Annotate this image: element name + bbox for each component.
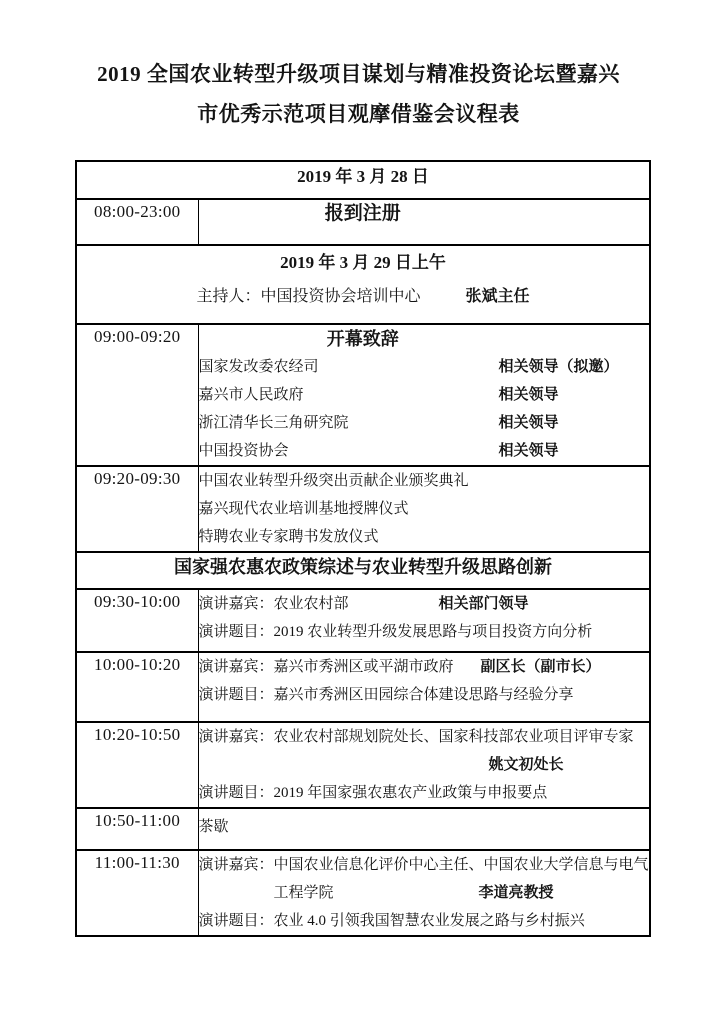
- talk-topic: 演讲题目：2019 年国家强农惠农产业政策与申报要点: [198, 785, 548, 801]
- event-title: 报到注册: [324, 203, 401, 224]
- talk-topic: 演讲题目：嘉兴市秀洲区田园综合体建设思路与经验分享: [198, 687, 574, 703]
- time-cell: 10:20-10:50: [76, 722, 198, 808]
- table-row-date-header-mar28: [76, 161, 650, 199]
- host-label: 主持人：中国投资协会培训中心: [196, 288, 421, 305]
- speaker-name: 姚文初处长: [488, 757, 564, 773]
- session-header-cell: [76, 245, 650, 324]
- time-cell: 09:30-10:00: [76, 589, 198, 652]
- time-cell: 09:20-09:30: [76, 466, 198, 552]
- speaker-label: 演讲嘉宾：农业农村部: [198, 596, 349, 612]
- document-title-line-1: 2019 全国农业转型升级项目谋划与精准投资论坛暨嘉兴: [97, 62, 620, 86]
- host-name: 张斌主任: [465, 288, 530, 305]
- speaker-line: [199, 590, 650, 618]
- section-title: 国家强农惠农政策综述与农业转型升级思路创新: [76, 552, 650, 589]
- table-row-talk-4: [76, 850, 650, 936]
- leader-name: 相关领导: [498, 387, 559, 403]
- org-name: 嘉兴市人民政府: [198, 387, 304, 403]
- time-cell: 10:50-11:00: [76, 808, 198, 850]
- table-row-registration: [76, 199, 650, 245]
- content-cell: [198, 850, 650, 936]
- leader-name: 相关领导（拟邀）: [498, 359, 619, 375]
- guest-line: [199, 409, 650, 437]
- table-row-talk-2: [76, 652, 650, 722]
- org-name: 浙江清华长三角研究院: [198, 415, 349, 431]
- table-row-talk-3: [76, 722, 650, 808]
- time-cell: 10:00-10:20: [76, 652, 198, 722]
- time-cell: 09:00-09:20: [76, 324, 198, 466]
- time-cell: 08:00-23:00: [76, 199, 198, 245]
- speaker-line-continued: [199, 879, 650, 907]
- content-cell: [198, 199, 650, 245]
- document-title: [40, 54, 677, 134]
- speaker-name: 相关部门领导: [438, 596, 529, 612]
- talk-topic: 演讲题目：农业 4.0 引领我国智慧农业发展之路与乡村振兴: [198, 913, 585, 929]
- guest-line: [199, 353, 650, 381]
- ceremony-line: 特聘农业专家聘书发放仪式: [198, 529, 379, 545]
- leader-name: 相关领导: [498, 443, 559, 459]
- ceremony-line: 中国农业转型升级突出贡献企业颁奖典礼: [198, 473, 469, 489]
- content-cell: [198, 722, 650, 808]
- content-cell: [198, 466, 650, 552]
- host-line: [77, 280, 649, 313]
- speaker-line: [199, 653, 650, 681]
- session-date: 2019 年 3 月 29 日上午: [280, 253, 446, 272]
- table-row-ceremonies: [76, 466, 650, 552]
- speaker-name: 李道亮教授: [478, 885, 554, 901]
- guest-line: [199, 381, 650, 409]
- speaker-label: 工程学院: [273, 885, 334, 901]
- table-row-session-header: [76, 245, 650, 324]
- event-title: 开幕致辞: [326, 329, 399, 349]
- agenda-table: [75, 160, 651, 937]
- org-name: 国家发改委农经司: [198, 359, 319, 375]
- talk-topic: 演讲题目：2019 农业转型升级发展思路与项目投资方向分析: [198, 624, 593, 640]
- time-cell: 11:00-11:30: [76, 850, 198, 936]
- table-row-opening-remarks: [76, 324, 650, 466]
- guest-line: [199, 437, 650, 465]
- table-row-section-header: [76, 552, 650, 589]
- speaker-label: 演讲嘉宾：嘉兴市秀洲区或平湖市政府: [198, 659, 454, 675]
- document-title-line-2: 市优秀示范项目观摩借鉴会议程表: [197, 102, 520, 126]
- leader-name: 相关领导: [498, 415, 559, 431]
- speaker-line: 演讲嘉宾：中国农业信息化评价中心主任、中国农业大学信息与电气: [198, 857, 649, 873]
- org-name: 中国投资协会: [198, 443, 289, 459]
- table-row-tea-break: [76, 808, 650, 850]
- content-cell: [198, 652, 650, 722]
- ceremony-line: 嘉兴现代农业培训基地授牌仪式: [198, 501, 409, 517]
- speaker-line: 演讲嘉宾：农业农村部规划院处长、国家科技部农业项目评审专家: [198, 729, 634, 745]
- break-label: 茶歇: [198, 819, 229, 835]
- content-cell: [198, 589, 650, 652]
- content-cell: [198, 808, 650, 850]
- table-row-talk-1: [76, 589, 650, 652]
- date-header: 2019 年 3 月 28 日: [76, 161, 650, 199]
- content-cell: [198, 324, 650, 466]
- speaker-name: 副区长（副市长）: [480, 659, 601, 675]
